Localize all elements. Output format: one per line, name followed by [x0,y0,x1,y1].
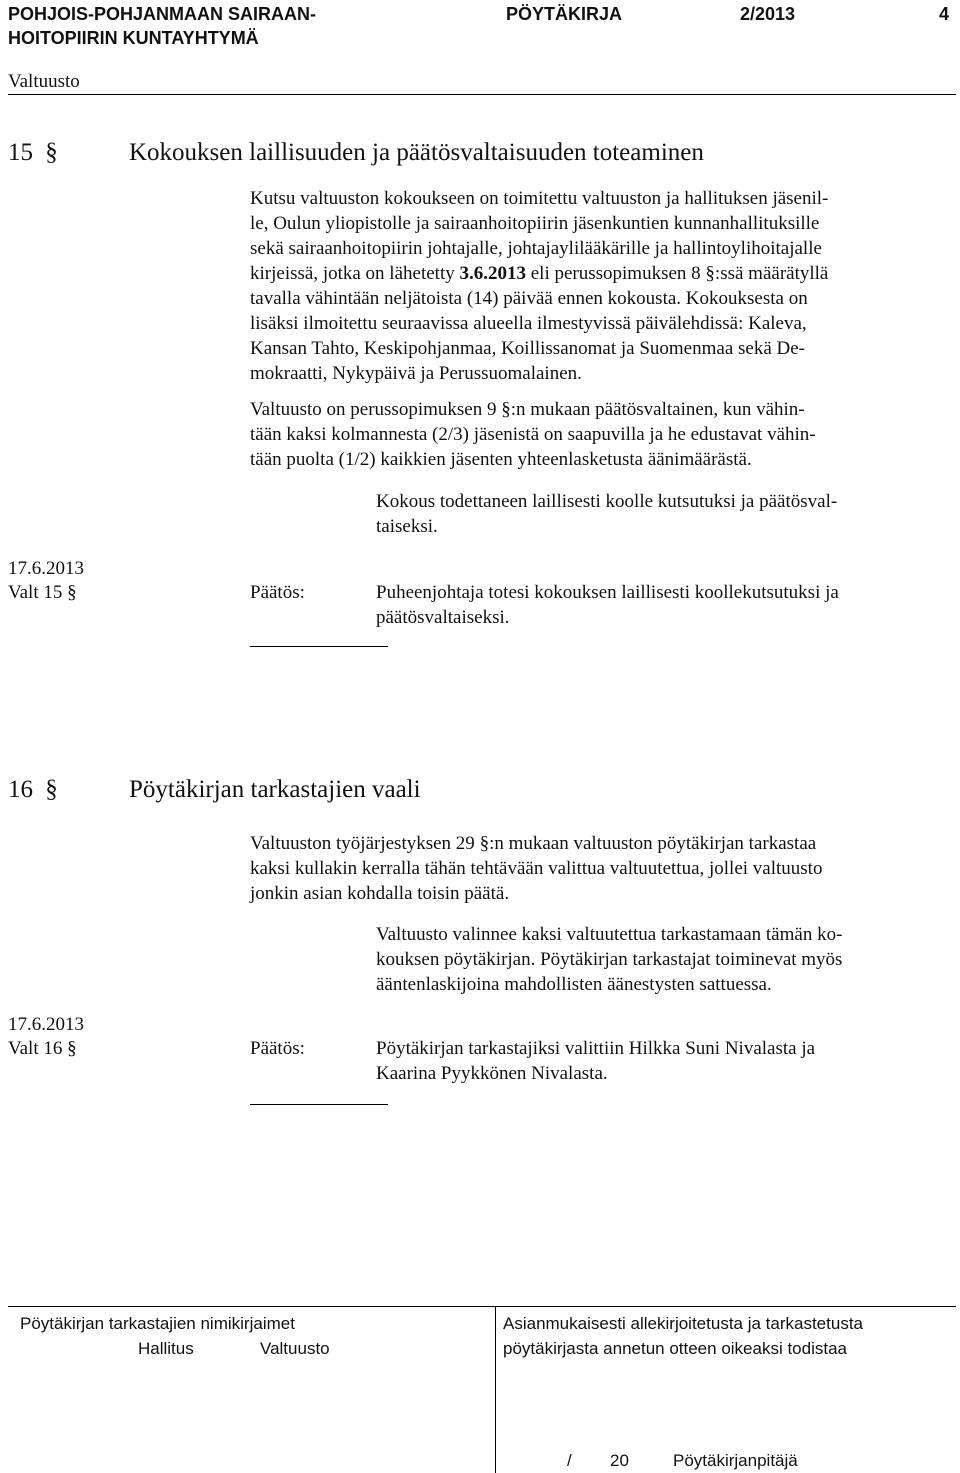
text-line: Pöytäkirjan tarkastajiksi valittiin Hilkka Suni Nivalasta ja [376,1038,816,1059]
text-line: mokraatti, Nykypäivä ja Perussuomalainen. [250,363,582,384]
section-15-end-rule [250,646,388,647]
section-15-paragraph-2 [250,397,816,472]
footer-secretary: Pöytäkirjanpitäjä [673,1451,798,1470]
section-16-decision-label: Päätös: [250,1038,305,1059]
text-line: Kutsu valtuuston kokoukseen on toimitettu valtuuston ja hallituksen jäsenil- [250,188,829,209]
footer-date-slash: / [567,1451,572,1470]
text-segment: kirjeissä, jotka on lähetetty [250,263,455,284]
text-segment: eli perussopimuksen 8 [525,263,706,284]
section-sign: § [67,1038,77,1059]
text-line: Puheenjohtaja totesi kokouksen laillisesti koollekutsutuksi ja [376,582,839,603]
decision-ref: Valt 15 [8,582,63,603]
text-line: ääntenlaskijoina mahdollisten äänestysten sattuessa. [376,974,772,995]
section-15-decision-label: Päätös: [250,582,305,603]
text-line: jonkin asian kohdalla toisin päätä. [250,883,510,904]
footer-certification-line2: pöytäkirjasta annetun otteen oikeaksi todistaa [503,1339,848,1358]
section-sign: § [479,833,490,854]
decision-ref: Valt 16 [8,1038,63,1059]
section-16-number: 16 [8,776,33,803]
section-16-end-rule [250,1104,388,1105]
text-line [250,261,828,286]
text-line: le, Oulun yliopistolle ja sairaanhoitopiirin jäsenkuntien kunnanhallituksille [250,213,820,234]
text-line [250,831,822,856]
section-16-proposal [376,922,842,997]
text-line: Kokous todettaneen laillisesti koolle kutsutuksi ja päätösval- [376,491,838,512]
section-15-paragraph-1 [250,186,828,386]
text-segment: :n mukaan päätösvaltainen, kun vähin- [510,399,805,420]
section-sign: § [45,776,58,803]
footer-rule [8,1306,956,1307]
org-name [8,2,316,50]
footer-year: 20 [610,1451,629,1470]
text-segment: Valtuusto on perussopimuksen 9 [250,399,502,420]
org-name-line1: POHJOIS-POHJANMAAN SAIRAAN- [8,4,317,24]
text-line: Valtuusto valinnee kaksi valtuutettua tarkastamaan tämän ko- [376,924,843,945]
sent-date: 3.6.2013 [459,263,526,284]
text-line: taiseksi. [376,516,438,537]
text-segment: :n mukaan valtuuston pöytäkirjan tarkastaa [489,833,817,854]
section-15-title: Kokouksen laillisuuden ja päätösvaltaisuuden toteaminen [129,139,704,166]
section-sign: § [501,399,511,420]
doc-number: 2/2013 [740,4,796,24]
section-sign: § [705,263,715,284]
text-line: tavalla vähintään neljätoista (14) päivää ennen kokousta. Kokouksesta on [250,288,808,309]
header-rule [8,94,956,95]
section-15-decision-text [376,580,839,630]
footer-col-hallitus: Hallitus [138,1339,194,1358]
body-name: Valtuusto [8,71,80,92]
text-line: lisäksi ilmoitettu seuraavissa alueella ilmestyvissä päivälehdissä: Kaleva, [250,313,807,334]
text-segment: Valtuuston työjärjestyksen 29 [250,833,480,854]
section-sign: § [45,139,58,166]
section-15-decision-ref [8,580,77,605]
section-sign: § [67,582,77,603]
footer-initials-title: Pöytäkirjan tarkastajien nimikirjaimet [20,1314,295,1333]
section-15-decision-date: 17.6.2013 [8,558,84,579]
org-name-line2: HOITOPIIRIN KUNTAYHTYMÄ [8,28,259,48]
text-line: Kaarina Pyykkönen Nivalasta. [376,1063,608,1084]
section-16-paragraph-1 [250,831,822,906]
section-15-number: 15 [8,139,33,166]
section-16-decision-ref [8,1036,77,1061]
text-line: tään puolta (1/2) kaikkien jäsenten yhteenlasketusta äänimäärästä. [250,449,752,470]
page-number: 4 [939,4,950,24]
doc-type: PÖYTÄKIRJA [506,4,623,24]
section-16-decision-text [376,1036,815,1086]
text-line: päätösvaltaiseksi. [376,607,510,628]
section-15-proposal [376,489,837,539]
footer-certification-line1: Asianmukaisesti allekirjoitetusta ja tarkastetusta [503,1314,863,1333]
footer-col-valtuusto: Valtuusto [260,1339,330,1358]
text-segment: :ssä määrätyllä [714,263,829,284]
text-line: kouksen pöytäkirjan. Pöytäkirjan tarkastajat toiminevat myös [376,949,843,970]
section-16-decision-date: 17.6.2013 [8,1014,84,1035]
section-16-title: Pöytäkirjan tarkastajien vaali [129,776,421,803]
text-line: sekä sairaanhoitopiirin johtajalle, johtajaylilääkärille ja hallintoylihoitajalle [250,238,822,259]
section-16-heading [8,775,421,805]
footer-divider [495,1306,496,1473]
section-15-heading [8,138,704,168]
text-line: tään kaksi kolmannesta (2/3) jäsenistä on saapuvilla ja he edustavat vähin- [250,424,816,445]
text-line [250,397,816,422]
text-line: kaksi kullakin kerralla tähän tehtävään valittua valtuutettua, jollei valtuusto [250,858,823,879]
text-line: Kansan Tahto, Keskipohjanmaa, Koillissanomat ja Suomenmaa sekä De- [250,338,805,359]
